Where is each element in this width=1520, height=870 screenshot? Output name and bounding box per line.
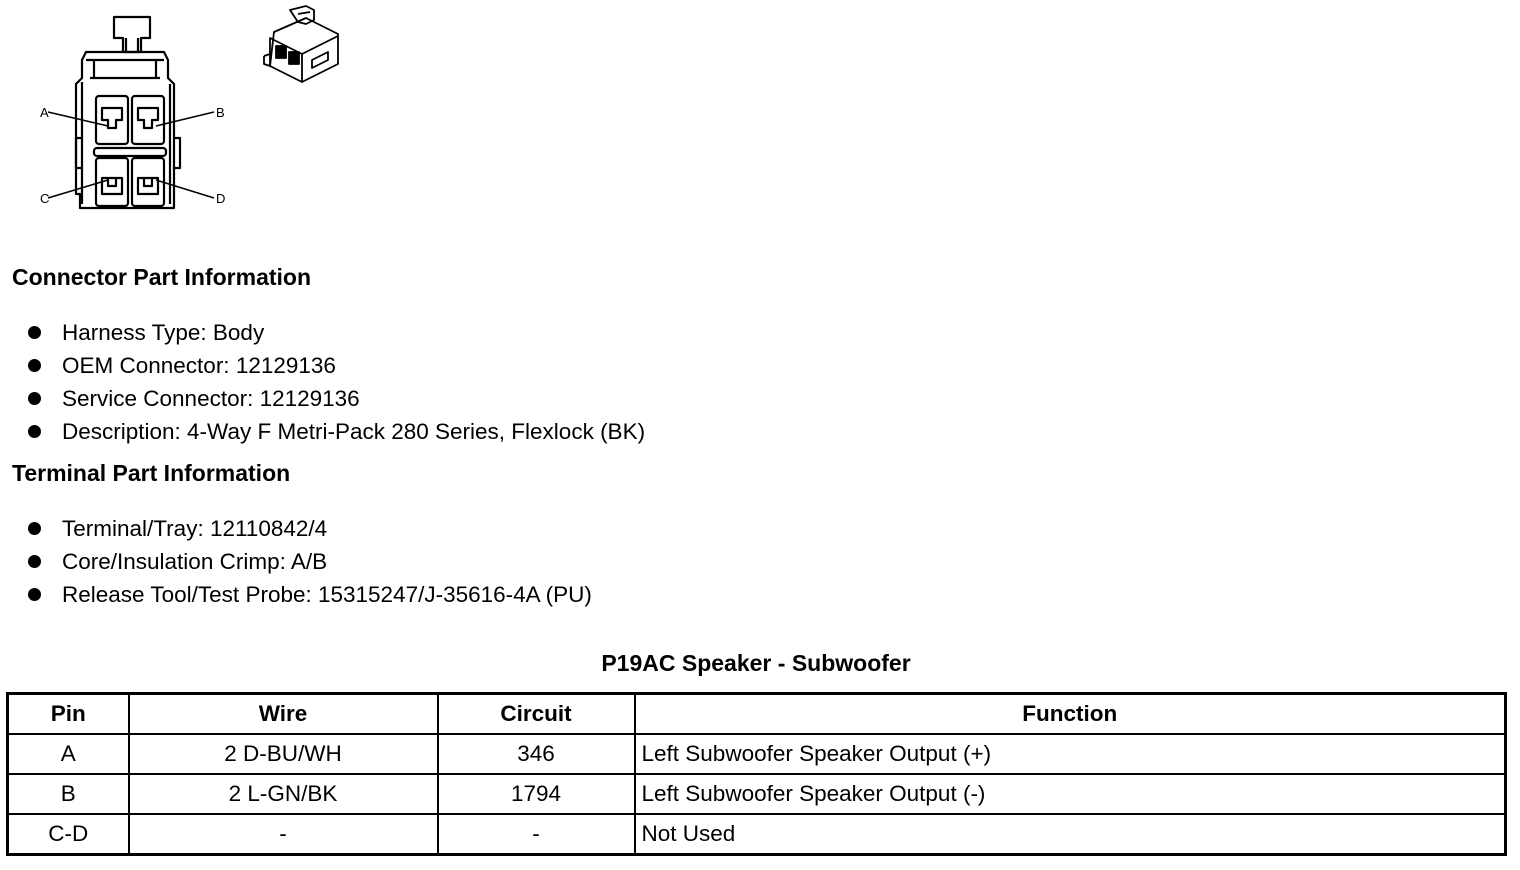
header-circuit: Circuit	[438, 694, 635, 735]
cell-function: Left Subwoofer Speaker Output (+)	[635, 734, 1506, 774]
cell-circuit: -	[438, 814, 635, 855]
list-item: Service Connector: 12129136	[28, 382, 645, 415]
pin-label-d: D	[216, 191, 226, 206]
cell-pin: A	[8, 734, 129, 774]
header-pin: Pin	[8, 694, 129, 735]
bullet-icon	[28, 392, 41, 405]
list-item: OEM Connector: 12129136	[28, 349, 645, 382]
pin-label-c: C	[40, 191, 50, 206]
bullet-icon	[28, 359, 41, 372]
cell-function: Left Subwoofer Speaker Output (-)	[635, 774, 1506, 814]
bullet-icon	[28, 522, 41, 535]
table-row	[8, 774, 1506, 814]
list-item: Release Tool/Test Probe: 15315247/J-35616-4A (PU)	[28, 578, 592, 611]
pin-table-title: P19AC Speaker - Subwoofer	[601, 650, 911, 676]
list-item: Core/Insulation Crimp: A/B	[28, 545, 592, 578]
cell-pin: C-D	[8, 814, 129, 855]
table-row	[8, 814, 1506, 855]
table-header-row	[8, 694, 1506, 735]
pin-table	[6, 692, 1507, 856]
cell-pin: B	[8, 774, 129, 814]
connector-info-list	[28, 316, 645, 448]
pin-label-b: B	[216, 105, 225, 120]
connector-isometric-image	[262, 4, 348, 86]
cell-function: Not Used	[635, 814, 1506, 855]
cell-wire: 2 D-BU/WH	[129, 734, 438, 774]
cell-circuit: 346	[438, 734, 635, 774]
bullet-icon	[28, 555, 41, 568]
cell-wire: 2 L-GN/BK	[129, 774, 438, 814]
list-item: Description: 4-Way F Metri-Pack 280 Series, Flexlock (BK)	[28, 415, 645, 448]
pin-label-a: A	[40, 105, 49, 120]
connector-face-diagram	[30, 8, 240, 218]
connector-part-info-heading: Connector Part Information	[12, 264, 312, 290]
cell-circuit: 1794	[438, 774, 635, 814]
bullet-icon	[28, 425, 41, 438]
terminal-info-list	[28, 512, 592, 611]
header-function: Function	[635, 694, 1506, 735]
bullet-icon	[28, 326, 41, 339]
terminal-part-info-heading: Terminal Part Information	[12, 460, 291, 486]
cell-wire: -	[129, 814, 438, 855]
table-row	[8, 734, 1506, 774]
list-item: Harness Type: Body	[28, 316, 645, 349]
bullet-icon	[28, 588, 41, 601]
list-item: Terminal/Tray: 12110842/4	[28, 512, 592, 545]
header-wire: Wire	[129, 694, 438, 735]
